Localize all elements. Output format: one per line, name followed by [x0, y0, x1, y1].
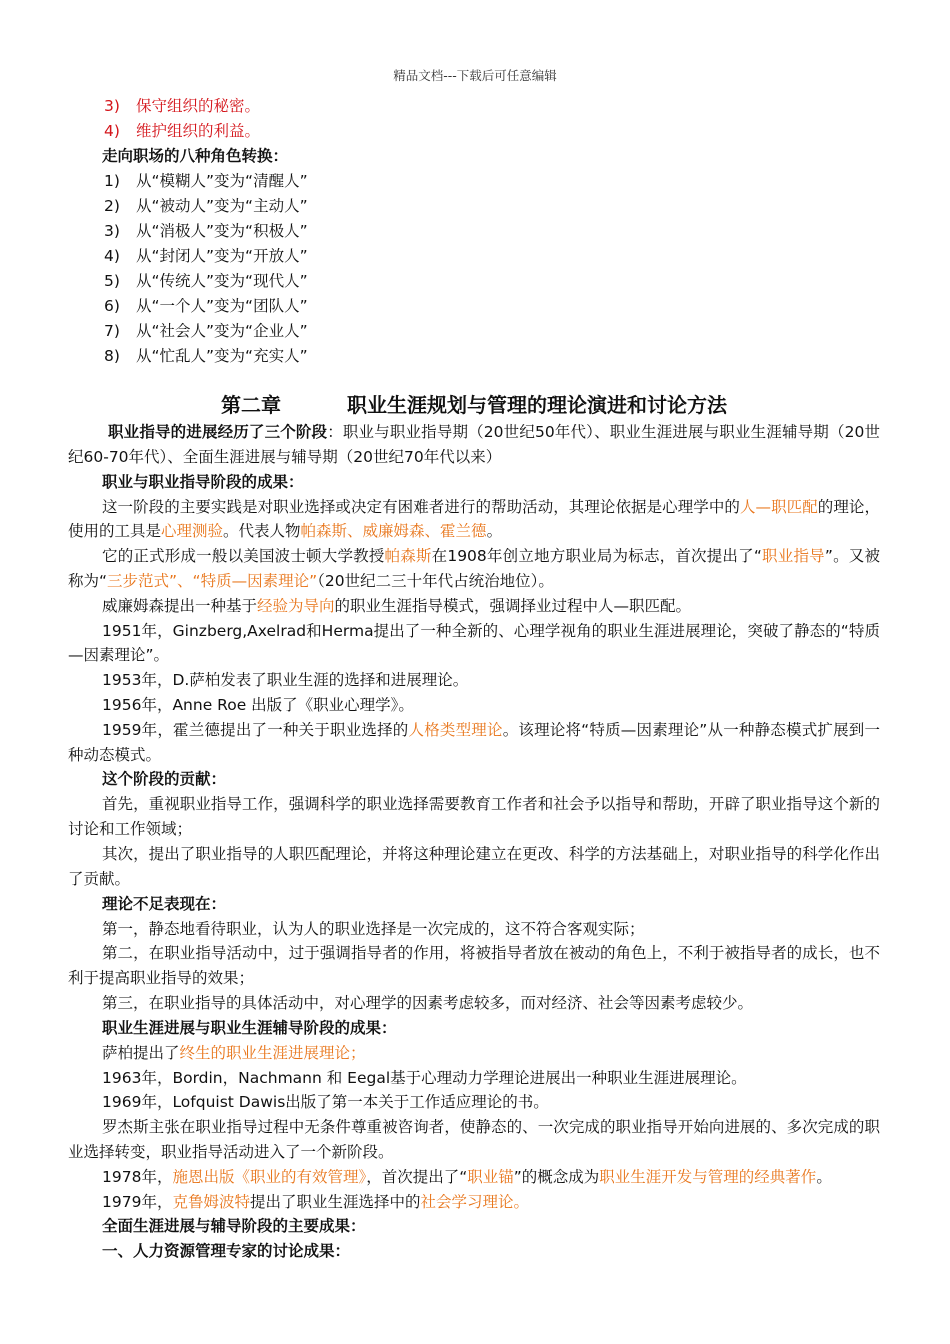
paragraph: 其次，提出了职业指导的人职匹配理论，并将这种理论建立在更改、科学的方法基础上，对职业指导的科学化作出了贡献。 — [68, 844, 880, 888]
section-heading: 这个阶段的贡献： — [102, 770, 227, 789]
list-item: 4) 维护组织的利益。 — [104, 122, 261, 140]
paragraph: 1979年，克鲁姆波特提出了职业生涯选择中的社会学习理论。 — [102, 1192, 529, 1211]
paragraph: 它的正式形成一般以美国波士顿大学教授帕森斯在1908年创立地方职业局为标志，首次提出了“职业指导”。又被称为“三步范式”、“特质—因素理论”（20世纪二三十年代占统治地位）。 — [68, 547, 880, 590]
list-item: 3) 保守组织的秘密。 — [104, 97, 261, 115]
paragraph: 首先，重视职业指导工作，强调科学的职业选择需要教育工作者和社会予以指导和帮助，开辟了职业指导这个新的讨论和工作领域； — [68, 795, 880, 839]
chapter-number: 第二章 — [221, 393, 281, 417]
list-item: 4) 从“封闭人”变为“开放人” — [104, 247, 308, 265]
paragraph: 威廉姆森提出一种基于经验为导向的职业生涯指导模式，强调择业过程中人—职匹配。 — [102, 596, 692, 615]
paragraph: 1956年，Anne Roe 出版了《职业心理学》。 — [102, 695, 414, 714]
paragraph: 第三，在职业指导的具体活动中，对心理学的因素考虑较多，而对经济、社会等因素考虑较少。 — [102, 993, 754, 1012]
section-heading: 职业生涯进展与职业生涯辅导阶段的成果： — [102, 1018, 397, 1037]
paragraph: 第二，在职业指导活动中，过于强调指导者的作用，将被指导者放在被动的角色上，不利于被指导者的成长，也不利于提高职业指导的效果； — [68, 944, 880, 988]
chapter-name: 职业生涯规划与管理的理论演进和讨论方法 — [347, 393, 727, 417]
roles-heading: 走向职场的八种角色转换： — [102, 147, 289, 165]
chapter-title — [68, 391, 880, 419]
paragraph: 1978年，施恩出版《职业的有效管理》，首次提出了“职业锚”的概念成为职业生涯开发与管理的经典著作。 — [102, 1167, 832, 1186]
section-heading: 全面生涯进展与辅导阶段的主要成果： — [102, 1217, 366, 1236]
subsection-heading: 一、人力资源管理专家的讨论成果： — [102, 1242, 351, 1261]
list-item: 7) 从“社会人”变为“企业人” — [104, 322, 308, 340]
list-item: 1) 从“模糊人”变为“清醒人” — [104, 172, 308, 190]
paragraph: 1953年，D.萨柏发表了职业生涯的选择和进展理论。 — [102, 671, 469, 690]
paragraph: 1959年，霍兰德提出了一种关于职业选择的人格类型理论。该理论将“特质—因素理论”从一种静态模式扩展到一种动态模式。 — [68, 720, 880, 764]
paragraph: 1969年，Lofquist Dawis出版了第一本关于工作适应理论的书。 — [102, 1093, 549, 1112]
list-item: 5) 从“传统人”变为“现代人” — [104, 272, 308, 290]
list-item: 6) 从“一个人”变为“团队人” — [104, 297, 308, 315]
document-body — [68, 94, 880, 1264]
list-item: 8) 从“忙乱人”变为“充实人” — [104, 347, 308, 365]
section-heading: 理论不足表现在： — [102, 894, 227, 913]
paragraph: 第一，静态地看待职业，认为人的职业选择是一次完成的，这不符合客观实际； — [102, 919, 645, 938]
section-heading: 职业与职业指导阶段的成果： — [102, 472, 304, 491]
page-header: 精品文档---下载后可任意编辑 — [393, 68, 557, 83]
paragraph: 1951年，Ginzberg,Axelrad和Herma提出了一种全新的、心理学视角的职业生涯进展理论，突破了静态的“特质—因素理论”。 — [68, 621, 880, 665]
intro-paragraph: 职业指导的进展经历了三个阶段：职业与职业指导期（20世纪50年代）、职业生涯进展与职业生涯辅导期（20世纪60-70年代）、全面生涯进展与辅导期（20世纪70年代以来） — [68, 423, 880, 466]
list-item: 2) 从“被动人”变为“主动人” — [104, 197, 308, 215]
paragraph: 1963年，Bordin，Nachmann 和 Eegal基于心理动力学理论进展出一种职业生涯进展理论。 — [102, 1068, 747, 1087]
paragraph: 罗杰斯主张在职业指导过程中无条件尊重被咨询者，使静态的、一次完成的职业指导开始向进展的、多次完成的职业选择转变，职业指导活动进入了一个新阶段。 — [68, 1118, 880, 1161]
list-item: 3) 从“消极人”变为“积极人” — [104, 222, 308, 240]
paragraph: 这一阶段的主要实践是对职业选择或决定有困难者进行的帮助活动，其理论依据是心理学中的人—职匹配的理论，使用的工具是心理测验。代表人物帕森斯、威廉姆森、霍兰德。 — [68, 497, 880, 541]
paragraph: 萨柏提出了终生的职业生涯进展理论； — [102, 1043, 366, 1062]
